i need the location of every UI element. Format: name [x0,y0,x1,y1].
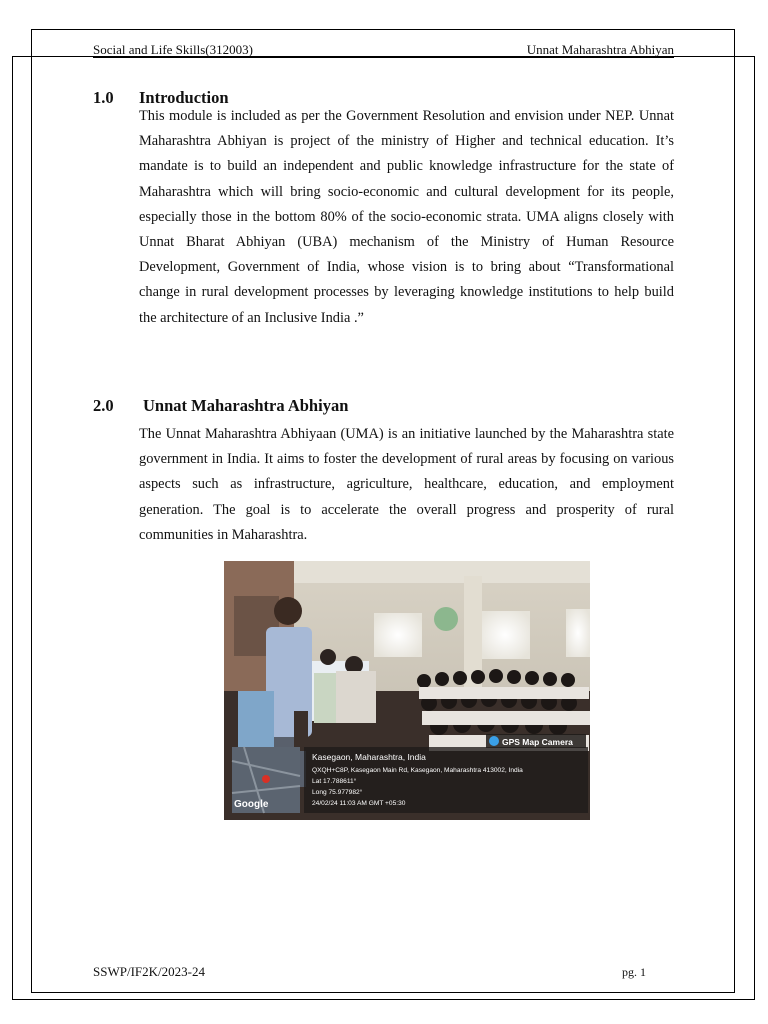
gps-overlay [224,561,590,820]
header-divider [93,57,674,58]
photo-timestamp: 24/02/24 11:03 AM GMT +05:30 [312,800,406,807]
gps-camera-icon [489,736,499,746]
section-1-body: This module is included as per the Government Resolution and envision under NEP. Unnat Maharashtra Abhiyan is project of the ministry of Higher and technical education. It’s mandate is to build an independent and public knowledge infrastructure for the state of Maharashtra which will bring socio-economic and cultural development for its people, especially those in the bottom 80% of the socio-economic strata. UMA aligns closely with Unnat Bharat Abhiyan (UBA) mechanism of the Ministry of Human Resource Development, Government of India, whose vision is to bring about “Transformational change in rural development processes by leveraging knowledge institutions to help build the architecture of an Inclusive India .” [139,108,674,326]
footer-document-code: SSWP/IF2K/2023-24 [93,964,205,979]
header-module-title: Unnat Maharashtra Abhiyan [526,42,674,57]
location-title: Kasegaon, Maharashtra, India [312,752,426,762]
gps-app-label: GPS Map Camera [502,737,573,747]
section-2-heading [93,396,348,416]
section-2-title: Unnat Maharashtra Abhiyan [143,396,349,415]
section-1-title: Introduction [139,88,229,107]
location-address: QXQH+C8P, Kasegaon Main Rd, Kasegaon, Maharashtra 413002, India [312,767,523,774]
map-pin-icon [262,775,270,783]
location-latitude: Lat 17.788611° [312,778,357,785]
google-logo: Google [234,799,269,810]
section-2-body: The Unnat Maharashtra Abhiyaan (UMA) is an initiative launched by the Maharashtra state government in India. It aims to foster the development of rural areas by focusing on various aspects such as infrastructure, agriculture, healthcare, education, and employment generation. The goal is to accelerate the overall progress and prosperity of rural communities in Maharashtra. [139,426,674,543]
section-1-number: 1.0 [93,88,114,107]
location-longitude: Long 75.977982° [312,789,363,796]
classroom-photo [224,561,590,820]
footer-page-number: pg. 1 [622,965,646,979]
section-2-number: 2.0 [93,396,114,415]
header-course-title: Social and Life Skills(312003) [93,42,253,57]
